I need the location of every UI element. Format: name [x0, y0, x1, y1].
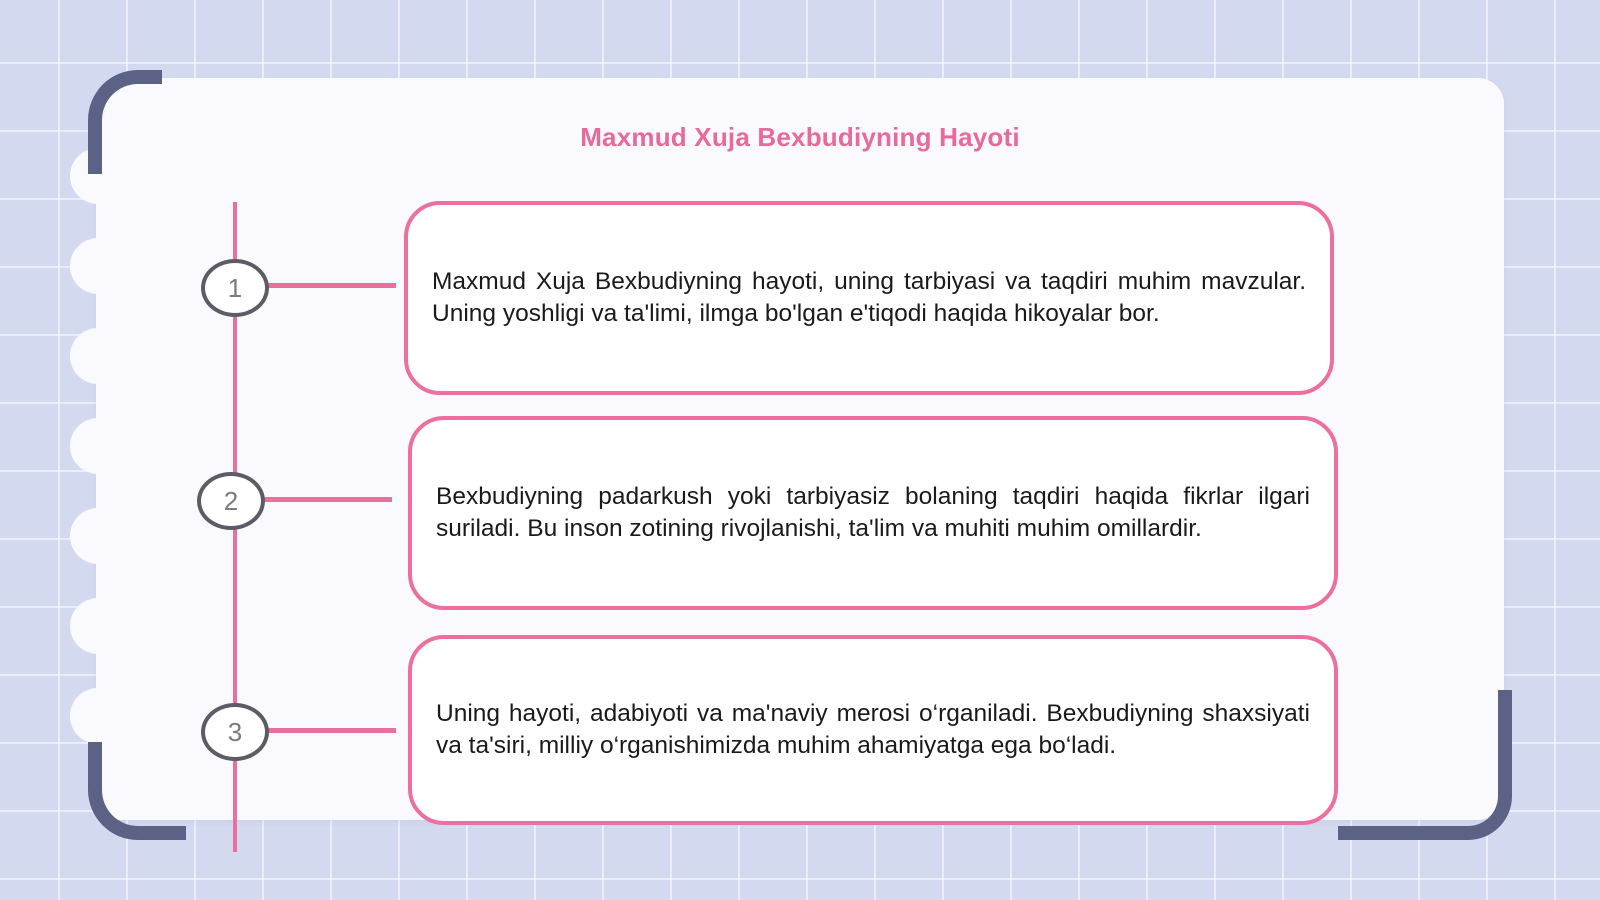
- timeline-card-1: [404, 201, 1334, 395]
- paper-scallop: [70, 598, 126, 654]
- paper-scallop: [70, 418, 126, 474]
- frame-corner-bottom-left: [88, 742, 186, 840]
- timeline-connector: [266, 728, 396, 733]
- timeline-node-3: [201, 703, 269, 761]
- timeline-node-1: [201, 259, 269, 317]
- frame-corner-bottom-right: [1338, 690, 1512, 840]
- paper-scallop: [70, 328, 126, 384]
- timeline-number: 2: [223, 485, 239, 516]
- timeline-text: Maxmud Xuja Bexbudiyning hayoti, uning tarbiyasi va taqdiri muhim mavzular. Uning yoshligi va ta'limi, ilmga bo'lgan e'tiqodi haqida hikoyalar bor.: [432, 268, 1306, 327]
- paper-scallop: [70, 238, 126, 294]
- slide-title: Maxmud Xuja Bexbudiyning Hayoti: [580, 122, 1020, 152]
- timeline-card-3: [408, 635, 1338, 825]
- timeline-text: Uning hayoti, adabiyoti va ma'naviy merosi o‘rganiladi. Bexbudiyning shaxsiyati va ta'siri, milliy o‘rganishimizda muhim ahamiyatga ega bo‘ladi.: [436, 700, 1310, 759]
- timeline-text: Bexbudiyning padarkush yoki tarbiyasiz bolaning taqdiri haqida fikrlar ilgari suriladi. Bu inson zotining rivojlanishi, ta'lim va muhiti muhim omillardir.: [436, 483, 1310, 542]
- timeline-connector: [266, 283, 396, 288]
- paper-scallop: [70, 508, 126, 564]
- timeline-connector: [262, 497, 392, 502]
- timeline-card-2: [408, 416, 1338, 610]
- paper-scallop: [70, 688, 126, 744]
- timeline-node-2: [197, 472, 265, 530]
- timeline-number: 1: [227, 272, 243, 303]
- timeline-number: 3: [227, 716, 243, 747]
